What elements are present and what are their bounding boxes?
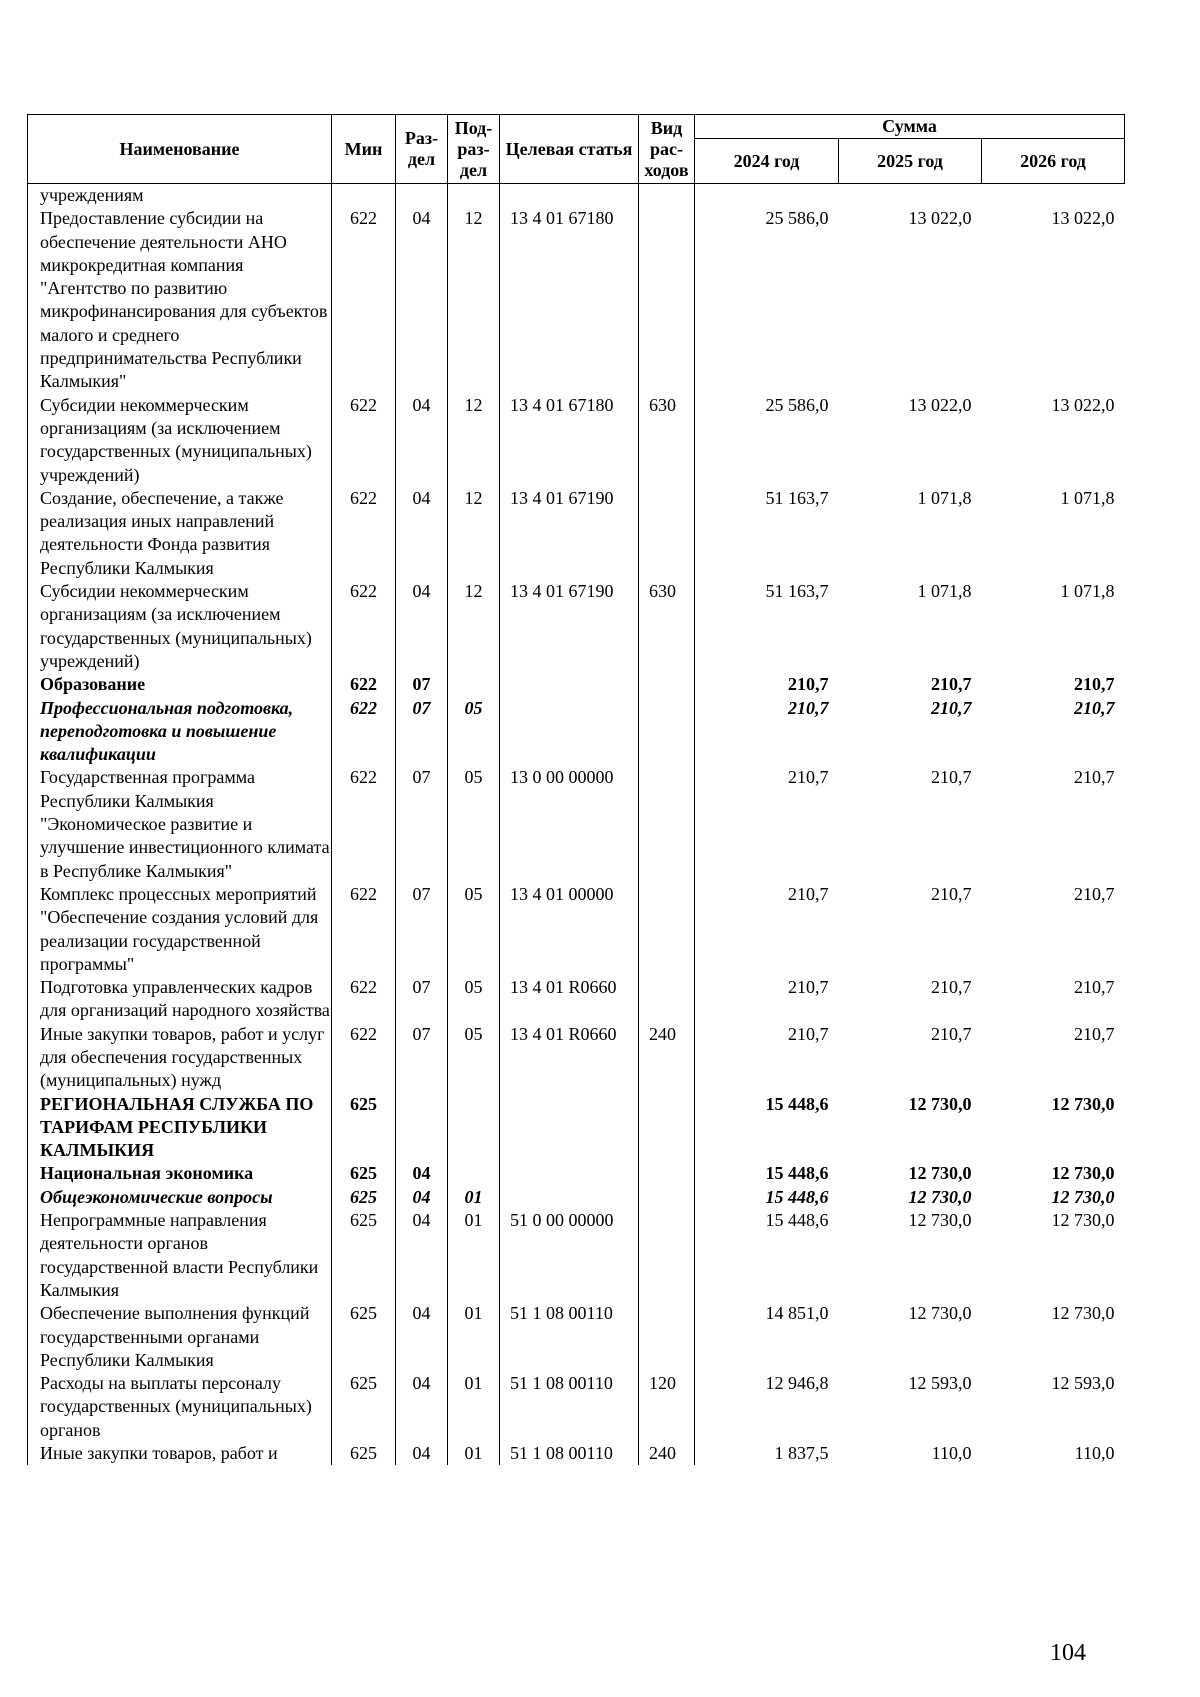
row-celevaya-statya: 51 0 00 00000 <box>500 1209 639 1302</box>
row-name: учреждениям <box>28 184 332 208</box>
row-celevaya-statya <box>500 184 639 208</box>
row-amount-2025: 12 730,0 <box>908 1186 972 1207</box>
row-razdel: 04 <box>396 1372 448 1442</box>
row-amount-2026: 12 730,0 <box>1051 1303 1115 1324</box>
row-razdel: 04 <box>396 394 448 487</box>
row-amount-2024: 1 837,5 <box>774 1443 829 1464</box>
table-row <box>28 697 1125 767</box>
table-row <box>28 184 1125 208</box>
row-min: 625 <box>332 1162 396 1185</box>
row-vid-rashodov <box>639 976 695 1023</box>
row-vid-rashodov <box>639 184 695 208</box>
row-celevaya-statya: 13 4 01 67180 <box>500 394 639 487</box>
row-vid-rashodov <box>639 1209 695 1302</box>
row-vid-rashodov: 240 <box>639 1442 695 1465</box>
row-razdel: 04 <box>396 1186 448 1209</box>
row-celevaya-statya: 51 1 08 00110 <box>500 1372 639 1442</box>
row-min: 625 <box>332 1442 396 1465</box>
row-podrazdel: 05 <box>448 766 500 882</box>
row-celevaya-statya: 51 1 08 00110 <box>500 1302 639 1372</box>
row-amount-2026: 1 071,8 <box>1060 487 1115 508</box>
row-amount-2026: 1 071,8 <box>1060 581 1115 602</box>
row-min: 622 <box>332 697 396 767</box>
row-name: Образование <box>28 673 332 696</box>
row-amount-2024: 15 448,6 <box>765 1093 829 1114</box>
row-name: Комплекс процессных мероприятий "Обеспечение создания условий для реализации государственной программы" <box>28 883 332 976</box>
row-amount-2026: 12 730,0 <box>1051 1210 1115 1231</box>
row-name: Иные закупки товаров, работ и <box>28 1442 332 1465</box>
row-name: РЕГИОНАЛЬНАЯ СЛУЖБА ПО ТАРИФАМ РЕСПУБЛИКИ КАЛМЫКИЯ <box>28 1093 332 1163</box>
row-amount-2025: 210,7 <box>931 977 972 998</box>
header-summa: Сумма <box>695 115 1125 139</box>
row-celevaya-statya: 13 4 01 R0660 <box>500 976 639 1023</box>
table-row <box>28 580 1125 673</box>
table-header <box>28 115 1125 184</box>
header-min: Мин <box>332 115 396 184</box>
row-podrazdel <box>448 1162 500 1185</box>
row-amount-2026: 210,7 <box>1074 674 1115 695</box>
row-celevaya-statya: 13 4 01 67190 <box>500 580 639 673</box>
header-vid-rashodov: Вид рас-ходов <box>639 115 695 184</box>
row-amount-2024: 15 448,6 <box>765 1210 829 1231</box>
row-amount-2024: 210,7 <box>788 674 829 695</box>
row-name: Государственная программа Республики Калмыкия "Экономическое развитие и улучшение инвестиционного климата в Республике Калмыкия" <box>28 766 332 882</box>
row-name: Профессиональная подготовка, переподготовка и повышение квалификации <box>28 697 332 767</box>
row-amount-2026: 210,7 <box>1074 697 1115 718</box>
table-row <box>28 1162 1125 1185</box>
budget-table <box>27 114 1125 1465</box>
row-razdel: 04 <box>396 487 448 580</box>
row-amount-2026: 110,0 <box>1074 1443 1115 1464</box>
row-min: 622 <box>332 207 396 393</box>
row-vid-rashodov <box>639 766 695 882</box>
row-name: Субсидии некоммерческим организациям (за исключением государственных (муниципальных) учреждений) <box>28 580 332 673</box>
row-vid-rashodov <box>639 1186 695 1209</box>
header-year-2024: 2024 год <box>695 139 839 184</box>
row-razdel: 07 <box>396 697 448 767</box>
row-amount-2024 <box>695 184 839 208</box>
row-razdel: 04 <box>396 207 448 393</box>
row-min: 625 <box>332 1186 396 1209</box>
row-amount-2026: 13 022,0 <box>1051 208 1115 229</box>
row-podrazdel: 01 <box>448 1442 500 1465</box>
row-amount-2024: 51 163,7 <box>765 487 829 508</box>
table-row <box>28 1023 1125 1093</box>
row-celevaya-statya: 51 1 08 00110 <box>500 1442 639 1465</box>
row-amount-2024: 12 946,8 <box>765 1373 829 1394</box>
row-min: 622 <box>332 976 396 1023</box>
row-amount-2025: 12 593,0 <box>908 1373 972 1394</box>
row-amount-2024: 14 851,0 <box>765 1303 829 1324</box>
row-razdel: 04 <box>396 1442 448 1465</box>
row-min: 625 <box>332 1372 396 1442</box>
header-name: Наименование <box>28 115 332 184</box>
row-podrazdel: 01 <box>448 1302 500 1372</box>
row-podrazdel: 05 <box>448 697 500 767</box>
row-celevaya-statya <box>500 697 639 767</box>
row-podrazdel: 01 <box>448 1186 500 1209</box>
row-amount-2026: 210,7 <box>1074 883 1115 904</box>
table-row <box>28 207 1125 393</box>
row-celevaya-statya <box>500 1093 639 1163</box>
row-min: 625 <box>332 1093 396 1163</box>
row-celevaya-statya: 13 4 01 67190 <box>500 487 639 580</box>
table-row <box>28 1093 1125 1163</box>
row-vid-rashodov <box>639 487 695 580</box>
header-razdel: Раз-дел <box>396 115 448 184</box>
row-vid-rashodov: 240 <box>639 1023 695 1093</box>
row-razdel: 04 <box>396 1162 448 1185</box>
row-amount-2026: 12 730,0 <box>1051 1186 1115 1207</box>
row-min: 622 <box>332 580 396 673</box>
row-razdel <box>396 1093 448 1163</box>
table-row <box>28 1209 1125 1302</box>
row-podrazdel <box>448 1093 500 1163</box>
row-name: Общеэкономические вопросы <box>28 1186 332 1209</box>
table-row <box>28 976 1125 1023</box>
row-vid-rashodov <box>639 1302 695 1372</box>
row-amount-2025: 210,7 <box>931 1023 972 1044</box>
table-row <box>28 394 1125 487</box>
row-name: Создание, обеспечение, а также реализация иных направлений деятельности Фонда развития Республики Калмыкия <box>28 487 332 580</box>
row-vid-rashodov: 630 <box>639 580 695 673</box>
row-podrazdel: 05 <box>448 1023 500 1093</box>
row-amount-2025: 12 730,0 <box>908 1093 972 1114</box>
row-min: 622 <box>332 766 396 882</box>
row-razdel: 04 <box>396 1209 448 1302</box>
row-min: 622 <box>332 883 396 976</box>
row-min: 622 <box>332 394 396 487</box>
row-name: Расходы на выплаты персоналу государственных (муниципальных) органов <box>28 1372 332 1442</box>
row-amount-2025: 12 730,0 <box>908 1303 972 1324</box>
row-name: Иные закупки товаров, работ и услуг для обеспечения государственных (муниципальных) нужд <box>28 1023 332 1093</box>
row-razdel: 07 <box>396 766 448 882</box>
row-podrazdel <box>448 184 500 208</box>
row-celevaya-statya <box>500 673 639 696</box>
row-name: Обеспечение выполнения функций государственными органами Республики Калмыкия <box>28 1302 332 1372</box>
row-amount-2026: 12 730,0 <box>1051 1093 1115 1114</box>
row-amount-2026: 210,7 <box>1074 1023 1115 1044</box>
row-amount-2026: 12 730,0 <box>1051 1163 1115 1184</box>
row-vid-rashodov <box>639 883 695 976</box>
row-amount-2025: 110,0 <box>931 1443 972 1464</box>
row-min: 625 <box>332 1302 396 1372</box>
row-razdel: 04 <box>396 1302 448 1372</box>
row-name: Подготовка управленческих кадров для организаций народного хозяйства <box>28 976 332 1023</box>
row-amount-2026: 210,7 <box>1074 767 1115 788</box>
row-vid-rashodov <box>639 1162 695 1185</box>
row-amount-2024: 210,7 <box>788 767 829 788</box>
row-podrazdel <box>448 673 500 696</box>
row-name: Предоставление субсидии на обеспечение деятельности АНО микрокредитная компания "Агентство по развитию микрофинансирования для субъектов малого и среднего предпринимательства Республики Калмыкия" <box>28 207 332 393</box>
row-min: 622 <box>332 673 396 696</box>
table-row <box>28 883 1125 976</box>
row-amount-2025: 210,7 <box>931 883 972 904</box>
row-min <box>332 184 396 208</box>
row-celevaya-statya: 13 0 00 00000 <box>500 766 639 882</box>
row-name: Субсидии некоммерческим организациям (за исключением государственных (муниципальных) учреждений) <box>28 394 332 487</box>
row-min: 625 <box>332 1209 396 1302</box>
row-podrazdel: 12 <box>448 580 500 673</box>
row-razdel: 07 <box>396 883 448 976</box>
row-amount-2025: 12 730,0 <box>908 1163 972 1184</box>
row-name: Непрограммные направления деятельности органов государственной власти Республики Калмыкия <box>28 1209 332 1302</box>
header-year-2026: 2026 год <box>982 139 1125 184</box>
row-podrazdel: 12 <box>448 207 500 393</box>
table-row <box>28 673 1125 696</box>
row-amount-2024: 51 163,7 <box>765 581 829 602</box>
table-body <box>28 184 1125 1466</box>
row-celevaya-statya: 13 4 01 R0660 <box>500 1023 639 1093</box>
row-min: 622 <box>332 1023 396 1093</box>
row-amount-2024: 25 586,0 <box>765 394 829 415</box>
row-celevaya-statya <box>500 1186 639 1209</box>
row-podrazdel: 05 <box>448 883 500 976</box>
header-year-2025: 2025 год <box>839 139 982 184</box>
row-razdel: 07 <box>396 673 448 696</box>
row-amount-2025 <box>839 184 982 208</box>
row-amount-2024: 210,7 <box>788 977 829 998</box>
row-amount-2025: 13 022,0 <box>908 208 972 229</box>
table-row <box>28 1372 1125 1442</box>
row-amount-2025: 210,7 <box>931 674 972 695</box>
table-row <box>28 766 1125 882</box>
row-celevaya-statya: 13 4 01 67180 <box>500 207 639 393</box>
page-number: 104 <box>1050 1640 1086 1666</box>
row-podrazdel: 01 <box>448 1372 500 1442</box>
row-celevaya-statya: 13 4 01 00000 <box>500 883 639 976</box>
row-amount-2025: 13 022,0 <box>908 394 972 415</box>
row-amount-2026: 13 022,0 <box>1051 394 1115 415</box>
row-amount-2024: 25 586,0 <box>765 208 829 229</box>
table-row <box>28 1186 1125 1209</box>
row-vid-rashodov <box>639 207 695 393</box>
row-amount-2024: 210,7 <box>788 1023 829 1044</box>
row-podrazdel: 05 <box>448 976 500 1023</box>
row-amount-2025: 210,7 <box>931 767 972 788</box>
row-razdel: 04 <box>396 580 448 673</box>
row-razdel <box>396 184 448 208</box>
row-amount-2025: 12 730,0 <box>908 1210 972 1231</box>
row-vid-rashodov <box>639 697 695 767</box>
table-row <box>28 487 1125 580</box>
row-vid-rashodov: 120 <box>639 1372 695 1442</box>
row-amount-2024: 210,7 <box>788 697 829 718</box>
row-amount-2026: 210,7 <box>1074 977 1115 998</box>
row-amount-2026: 12 593,0 <box>1051 1373 1115 1394</box>
row-vid-rashodov: 630 <box>639 394 695 487</box>
row-min: 622 <box>332 487 396 580</box>
row-amount-2026 <box>982 184 1125 208</box>
row-amount-2024: 15 448,6 <box>765 1186 829 1207</box>
row-razdel: 07 <box>396 976 448 1023</box>
row-podrazdel: 01 <box>448 1209 500 1302</box>
row-amount-2024: 210,7 <box>788 883 829 904</box>
row-razdel: 07 <box>396 1023 448 1093</box>
row-amount-2025: 210,7 <box>931 697 972 718</box>
row-vid-rashodov <box>639 673 695 696</box>
table-row <box>28 1302 1125 1372</box>
row-name: Национальная экономика <box>28 1162 332 1185</box>
row-podrazdel: 12 <box>448 487 500 580</box>
header-celevaya-statya: Целевая статья <box>500 115 639 184</box>
row-celevaya-statya <box>500 1162 639 1185</box>
row-amount-2024: 15 448,6 <box>765 1163 829 1184</box>
table-row <box>28 1442 1125 1465</box>
header-podrazdel: Под-раз-дел <box>448 115 500 184</box>
row-amount-2025: 1 071,8 <box>917 581 972 602</box>
row-vid-rashodov <box>639 1093 695 1163</box>
row-amount-2025: 1 071,8 <box>917 487 972 508</box>
row-podrazdel: 12 <box>448 394 500 487</box>
